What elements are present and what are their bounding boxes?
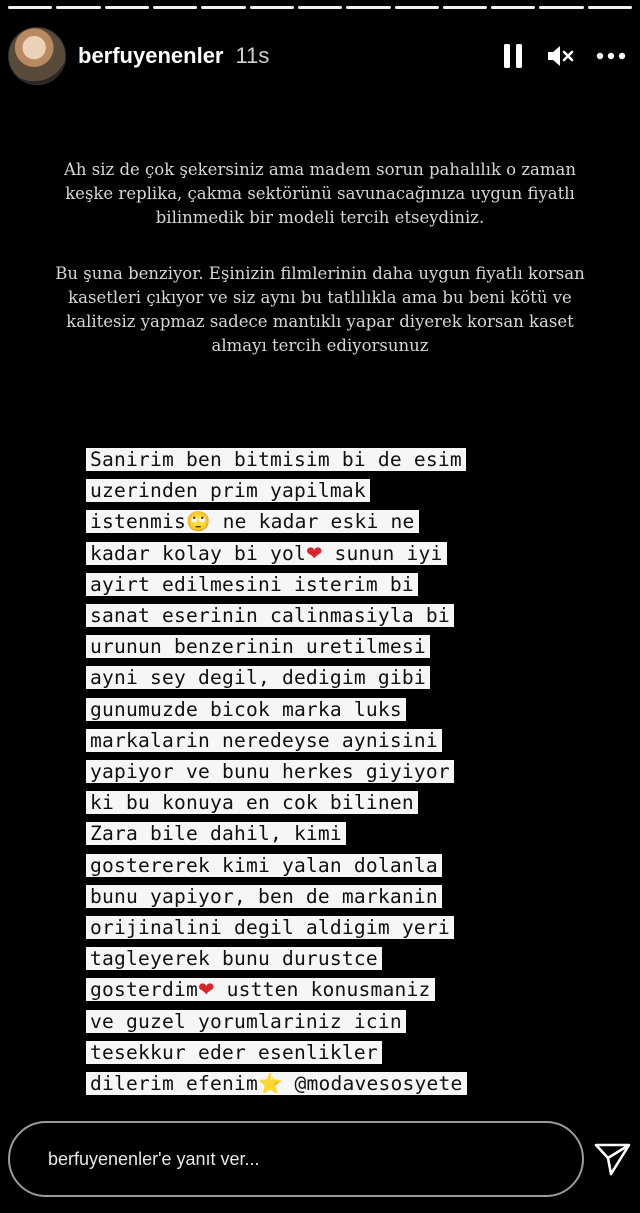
reply-line: ki bu konuya en cok bilinen (86, 787, 606, 818)
reply-line: ve guzel yorumlariniz icin (86, 1006, 606, 1037)
progress-segment (250, 6, 294, 9)
reply-line: tagleyerek bunu durustce (86, 943, 606, 974)
reply-line: yapiyor ve bunu herkes giyiyor (86, 756, 606, 787)
highlighted-reply-text (86, 444, 606, 1099)
reply-line: urunun benzerinin uretilmesi (86, 631, 606, 662)
reply-line: Zara bile dahil, kimi (86, 818, 606, 849)
story-progress-bar (8, 6, 632, 9)
progress-segment (56, 6, 100, 9)
timestamp: 11s (235, 43, 270, 68)
reply-line: tesekkur eder esenlikler (86, 1037, 606, 1068)
reply-line: Sanirim ben bitmisim bi de esim (86, 444, 606, 475)
send-icon[interactable] (590, 1136, 634, 1180)
avatar[interactable] (8, 27, 66, 85)
progress-segment (395, 6, 439, 9)
quoted-paragraph-1: Ah siz de çok şekersiniz ama madem sorun pahalılık o zaman keşke replika, çakma sektörünü savunacağınıza uygun fiyatlı bilinmedik bir modeli tercih etseydiniz. (63, 160, 576, 227)
quoted-paragraph-2: Bu şuna benziyor. Eşinizin filmlerinin daha uygun fiyatlı korsan kasetleri çıkıyor ve siz aynı bu tatlılıkla ama bu beni kötü ve kalitesiz yapmaz sadece mantıklı yapar diyerek korsan kaset almayı tercih ediyorsunuz (55, 264, 585, 355)
reply-line: uzerinden prim yapilmak (86, 475, 606, 506)
reply-line: ayirt edilmesini isterim bi (86, 569, 606, 600)
reply-line: gosterdim❤ ustten konusmaniz (86, 974, 606, 1005)
reply-line: bunu yapiyor, ben de markanin (86, 881, 606, 912)
username[interactable]: berfuyenenler (78, 43, 224, 68)
pause-icon[interactable] (502, 43, 524, 69)
reply-line: dilerim efenim⭐ @modavesosyete (86, 1068, 606, 1099)
more-icon[interactable] (596, 52, 626, 60)
progress-segment (588, 6, 632, 9)
progress-segment (201, 6, 245, 9)
reply-line: sanat eserinin calinmasiyla bi (86, 600, 606, 631)
progress-segment (298, 6, 342, 9)
progress-segment (346, 6, 390, 9)
reply-line: gunumuzde bicok marka luks (86, 694, 606, 725)
progress-segment (8, 6, 52, 9)
reply-line: ayni sey degil, dedigim gibi (86, 662, 606, 693)
progress-segment (491, 6, 535, 9)
progress-segment (443, 6, 487, 9)
reply-line: kadar kolay bi yol❤ sunun iyi (86, 538, 606, 569)
mute-icon[interactable] (546, 44, 574, 68)
progress-segment (153, 6, 197, 9)
reply-line: markalarin neredeyse aynisini (86, 725, 606, 756)
reply-line: orijinalini degil aldigim yeri (86, 912, 606, 943)
reply-field[interactable] (8, 1121, 584, 1197)
reply-line: gostererek kimi yalan dolanla (86, 850, 606, 881)
reply-line: istenmis🙄 ne kadar eski ne (86, 506, 606, 537)
story-header (8, 28, 632, 84)
progress-segment (539, 6, 583, 9)
reply-input[interactable] (46, 1148, 582, 1171)
progress-segment (105, 6, 149, 9)
